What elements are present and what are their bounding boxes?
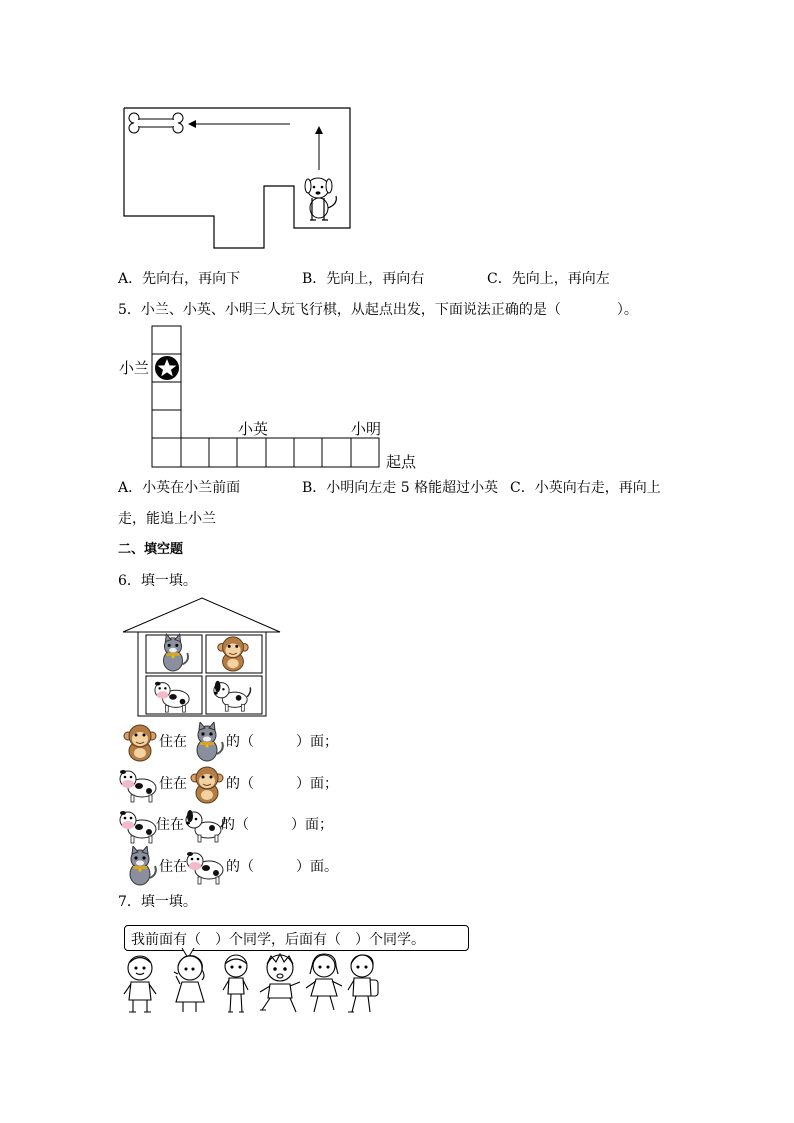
q5-question: 5．小兰、小英、小明三人玩飞行棋，从起点出发，下面说法正确的是（ ）。 (118, 302, 638, 318)
speech-text: 我前面有（ ）个同学，后面有（ ）个同学。 (131, 932, 425, 948)
label-xiaoming: 小明 (351, 420, 382, 438)
q6-row3-tail: 的（ ）面； (221, 817, 333, 833)
q6-row2-tail: 的（ ）面； (226, 776, 338, 792)
q6-question: 6．填一填。 (118, 573, 197, 589)
monkey-icon (187, 764, 227, 804)
q5-option-b: B．小明向左走 5 格能超过小英 (302, 480, 499, 496)
q6-row4-mid: 住在 (159, 859, 187, 875)
maze-figure (118, 104, 358, 254)
speech-bubble (124, 925, 469, 951)
students-row (120, 952, 382, 1020)
q6-row1-mid: 住在 (159, 734, 187, 750)
label-start: 起点 (386, 453, 417, 471)
label-xiaoying: 小英 (238, 420, 269, 438)
q7-question: 7．填一填。 (118, 894, 197, 910)
q4-option-c: C．先向上，再向左 (487, 271, 610, 287)
student-3-icon (223, 955, 248, 1012)
q6-row1-tail: 的（ ）面； (226, 734, 338, 750)
star-token-icon (155, 356, 179, 380)
dog-icon (305, 178, 336, 220)
student-2-icon (174, 956, 204, 1012)
arrow-left-icon (188, 120, 290, 128)
arrow-up-icon (315, 126, 323, 170)
q6-row2-mid: 住在 (159, 776, 187, 792)
label-xiaolan: 小兰 (119, 359, 150, 377)
q4-option-b: B．先向上，再向右 (302, 271, 425, 287)
section-title: 二、填空题 (118, 542, 184, 557)
q5-option-c-continued: 走，能追上小兰 (118, 511, 216, 527)
q5-option-a: A．小英在小兰前面 (118, 480, 241, 496)
student-4-icon (260, 954, 300, 1012)
monkey-icon (120, 722, 160, 762)
flight-chess-board (150, 324, 385, 470)
q5-option-c: C．小英向右走，再向上 (510, 480, 661, 496)
q4-option-a: A．先向右，再向下 (118, 271, 241, 287)
dog-icon (184, 805, 226, 845)
cat-icon (120, 846, 160, 888)
q6-row4-tail: 的（ ）面。 (226, 859, 338, 875)
student-1-icon (124, 956, 156, 1012)
cow-icon (119, 764, 161, 804)
house-figure (120, 596, 285, 720)
student-6-icon (348, 955, 378, 1012)
q6-row3-mid: 住在 (156, 817, 184, 833)
cow-icon (119, 805, 161, 845)
student-5-icon (306, 954, 342, 1012)
cow-icon (186, 846, 228, 888)
cat-icon (187, 722, 227, 762)
bone-icon (129, 113, 183, 133)
